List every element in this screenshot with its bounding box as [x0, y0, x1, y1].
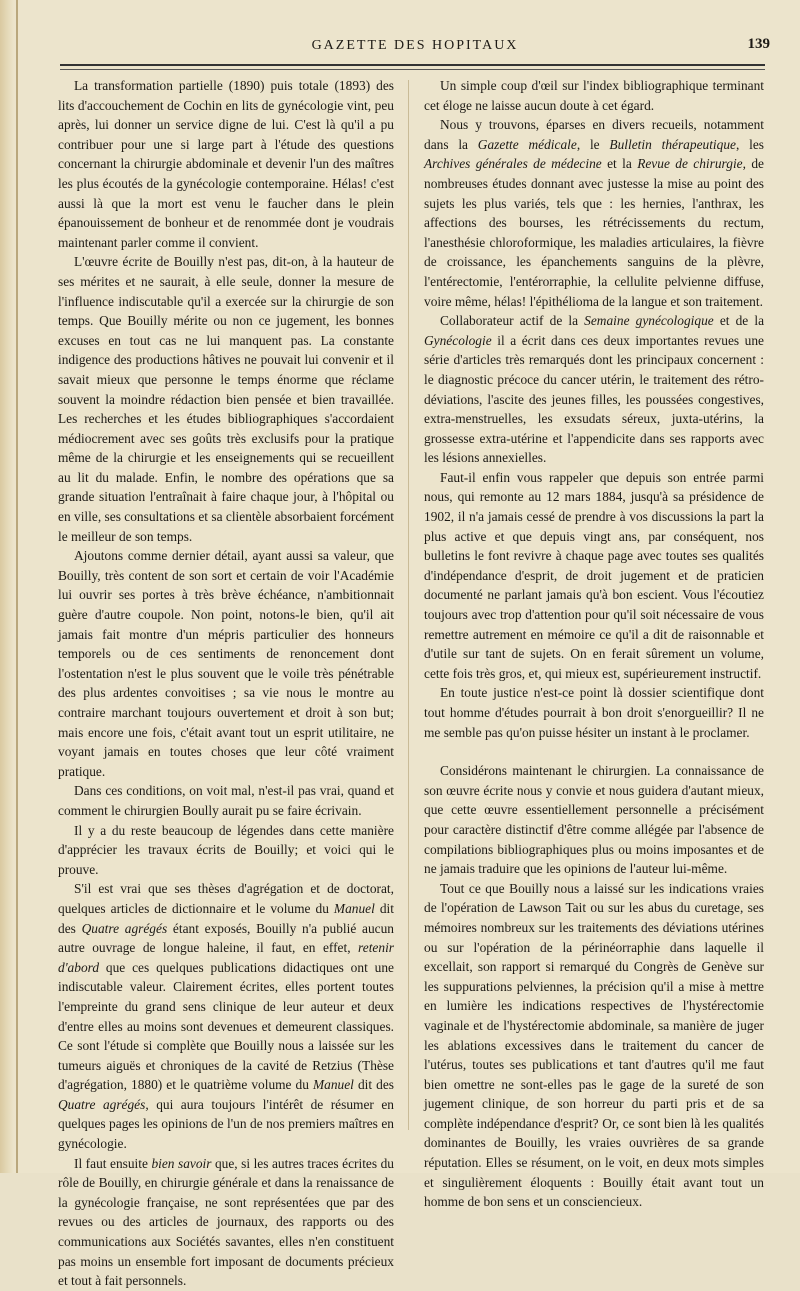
- binding-line: [16, 0, 18, 1173]
- paragraph: Faut-il enfin vous rappeler que depuis son entrée parmi nous, qui remonte au 12 mars 1884, jusqu'à sa présidence de 1902, il n'a jamais cessé de prendre à vos discussions la part la plus active et que depuis vingt ans, par conséquent, nos bulletins le font revivre à chaque page avec toutes ses qualités d'indépendance d'esprit, de droit jugement et de praticien documenté ne parlant jamais qu'à bon escient. Vous l'écoutiez toujours avec trop d'attention pour qu'il soit nécessaire de vous remettre autrement en mémoire ce qu'il a dit de raisonnable et d'utile sur tant de sujets. On en ferait sûrement un volume, cette fois très gros, et, qui mieux est, supérieurement instructif.: [424, 469, 764, 681]
- column-divider: [408, 80, 409, 1130]
- title-italic: Manuel: [313, 1077, 354, 1093]
- paragraph: Collaborateur actif de la Semaine gynécologique et de la Gynécologie il a écrit dans ces deux importantes revues une série d'articles très remarqués dont les principaux concernent : le diagnostic précoce du cancer utérin, le traitement des rétro-déviations, l'ascite des jeunes filles, les poussées congestives, extra-menstruelles, les exsudats séreux, juxta-utérins, la grossesse extra-utérine et l'appendicite dans ses rapports avec les lésions annexielles.: [424, 313, 765, 466]
- paragraph: Considérons maintenant le chirurgien. La connaissance de son œuvre écrite nous y convie et nous guidera d'autant mieux, que cette œuvre essentiellement personnelle a précisément pour caractère distinctif d'être comme allégée par l'absence de compilations bibliographiques plus ou moins imposantes et de ne jamais traduire que les opinions de l'auteur lui-même.: [424, 763, 764, 877]
- journal-title: Semaine gynécologique: [584, 313, 714, 329]
- paragraph: Dans ces conditions, on voit mal, n'est-il pas vrai, quand et comment le chirurgien Boully aurait pu se faire écrivain.: [58, 783, 394, 818]
- header-rule-thick: [60, 64, 765, 66]
- paragraph: En toute justice n'est-ce point là dossier scientifique dont tout homme d'études pourrait à bon droit s'enorgueillir? Il ne me semble pas qu'on puisse hésiter un instant à le proclamer.: [424, 685, 764, 740]
- running-title: GAZETTE DES HOPITAUX: [311, 38, 519, 53]
- paragraph: Il faut ensuite bien savoir que, si les autres traces écrites du rôle de Bouilly, en chirurgie générale et dans la renaissance de la gynécologie française, ne sont représentées que par des revues ou des articles de journaux, des rapports ou des communications aux Sociétés savantes, elles n'en constituent pas moins un ensemble fort imposant de documents précieux et tout à fait personnels.: [58, 1155, 394, 1289]
- header-rule-thin: [60, 69, 765, 70]
- paragraph: Ajoutons comme dernier détail, ayant aussi sa valeur, que Bouilly, très content de son sort et certain de voir l'Académie lui ouvrir ses portes à très brève échéance, n'ambitionnait guère d'autre coupole. Non point, notons-le bien, qu'il ait jamais fait montre d'un mépris particulier des honneurs temporels ou de ces sentiments de renoncement dont l'ostentation n'est le plus souvent que le voile très pénétrable des plus ardentes convoitises ; sa vie nous le montre au contraire marchant toujours ouvertement et droit à son but; mais encore une fois, c'était avant tout un esprit utilitaire, ne voyant jamais en toutes choses que leur côté vraiment pratique.: [58, 548, 394, 779]
- title-italic: Manuel: [333, 900, 375, 916]
- journal-title: Bulletin thérapeutique: [609, 136, 736, 152]
- emphasis-italic: retenir d'abord: [58, 940, 394, 975]
- journal-title: Gynécologie: [424, 332, 492, 348]
- journal-title: Revue de chirurgie: [637, 156, 743, 172]
- page-header: [60, 38, 770, 62]
- journal-title: Archives générales de médecine: [424, 156, 602, 172]
- journal-title: Gazette médicale: [477, 136, 577, 152]
- right-column: [424, 76, 765, 1210]
- paragraph: Un simple coup d'œil sur l'index bibliographique terminant cet éloge ne laisse aucun doute à cet égard.: [424, 78, 764, 113]
- paragraph: Il y a du reste beaucoup de légendes dans cette manière d'apprécier les travaux écrits de Bouilly; et voici qui le prouve.: [58, 822, 394, 877]
- title-italic: Quatre agrégés: [58, 1096, 146, 1112]
- emphasis-italic: bien savoir: [151, 1155, 212, 1171]
- paragraph: S'il est vrai que ses thèses d'agrégation et de doctorat, quelques articles de dictionnaire et le volume du Manuel dit des Quatre agrégés étant exposés, Bouilly n'a publié aucun autre ouvrage de longue haleine, il faut, en effet, retenir d'abord que ces quelques publications didactiques ont une indiscutable valeur. Clairement écrites, elles portent toutes l'empreinte du grand sens clinique de leur auteur et deux d'entre elles au moins sont devenues et demeurent classiques. Ce sont l'étude si complète que Bouilly nous a laissée sur les tumeurs aiguës et chroniques de la cavité de Retzius (Thèse d'agrégation, 1880) et le quatrième volume du Manuel dit des Quatre agrégés, qui aura toujours l'intérêt de résumer en quelques pages les opinions de l'un de nos premiers maîtres en gynécologie.: [58, 881, 395, 1152]
- paragraph: La transformation partielle (1890) puis totale (1893) des lits d'accouchement de Cochin en lits de gynécologie vint, peu après, lui donner un service digne de lui. C'est là qu'il a pu contribuer pour une si large part à l'étude des questions concernant la chirurgie abdominale et devenir l'un des maîtres les plus écoutés de la gynécologie contemporaine. Hélas! c'est aussi là que la mort est venu le faucher dans le plein épanouissement de bonheur et de renommée dont je voudrais maintenant parler comme il convient.: [58, 78, 394, 250]
- title-italic: Quatre agrégés: [81, 920, 168, 936]
- paragraph: L'œuvre écrite de Bouilly n'est pas, dit-on, à la hauteur de ses mérites et ne saurait, à elle seule, donner la mesure de l'influence indiscutable qu'il a exercée sur la chirurgie de son temps. Que Bouilly mérite ou non ce jugement, les bonnes excuses en tout cas ne lui manquent pas. La constante indigence des productions hâtives ne pouvait lui convenir et il savait mieux que personne le temps énorme que réclame souvent la moindre rédaction bien pensée et bien travaillée. Les recherches et les études bibliographiques s'accordaient médiocrement avec ses goûts très exclusifs pour la pratique même de la chirurgie et les enseignements qui se recueillent au lit du malade. Enfin, le nombre des opérations que sa grande situation l'entraînait à faire chaque jour, à l'hôpital ou en ville, ses consultations et sa clientèle absorbaient forcément le meilleur de son temps.: [58, 254, 394, 544]
- binding-edge: [0, 0, 14, 1173]
- left-column: [58, 76, 395, 1289]
- paragraph: Tout ce que Bouilly nous a laissé sur les indications vraies de l'opération de Lawson Tait ou sur les abus du curetage, ses mémoires nombreux sur les traitements des déviations utérines ou sur l'opération de la périnéorraphie dans laquelle il excellait, son rapport si remarqué du Congrès de Genève sur les suppurations pelviennes, la précision qu'il a mise à mettre en lumière les indications respectives de l'hystérectomie vaginale et de l'hystérectomie abdominale, sa manière de juger les ablations excessives dans le traitement du cancer de l'utérus, toutes ses publications et tant d'autres qu'il me faut bien omettre ne sont-elles pas le gage de la sureté de son jugement clinique, de son horreur du parti pris et de sa complète indépendance d'esprit? Or, ce sont bien là les qualités dominantes de Bouilly, les vraies ouvrières de sa grande réputation. Elles se résument, on le voit, en deux mots simples et singulièrement éloquents : Bouilly était avant tout un homme de bon sens et un consciencieux.: [424, 880, 764, 1210]
- paragraph: Nous y trouvons, éparses en divers recueils, notamment dans la Gazette médicale, le Bulletin thérapeutique, les Archives générales de médecine et la Revue de chirurgie, de nombreuses études donnant avec justesse la mise au point des sujets les plus variés, tels que : les hernies, l'anthrax, les affections des bourses, les rétrécissements du rectum, l'anesthésie chloroformique, les maladies articulaires, la fièvre de croissance, les épanchements sanguins de la plèvre, l'entérectomie, l'entérorraphie, la cellulite pelvienne diffuse, voire même, hélas! l'épithélioma de la langue et son traitement.: [424, 117, 764, 309]
- page-number: 139: [747, 36, 770, 52]
